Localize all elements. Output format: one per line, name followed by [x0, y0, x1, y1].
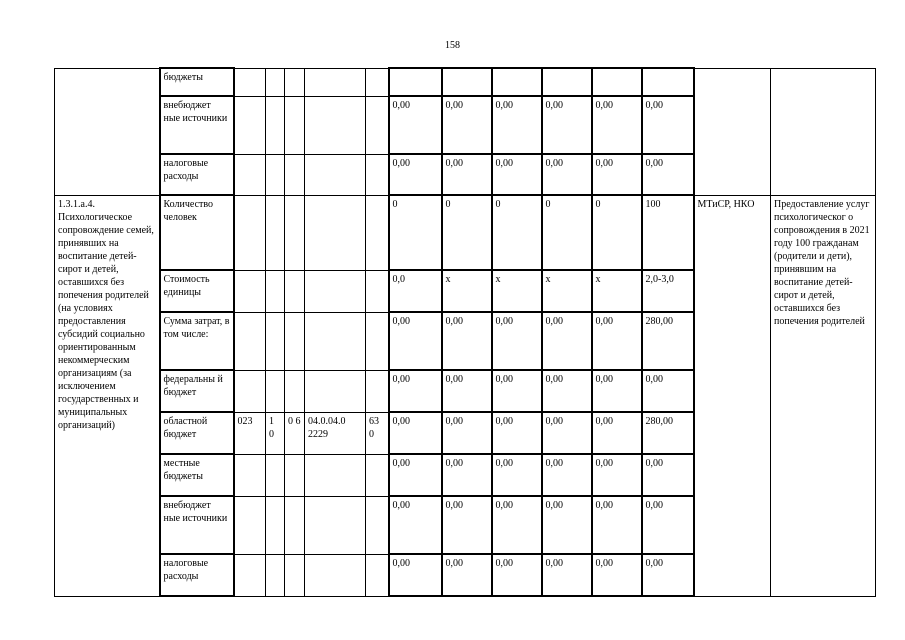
indicator-label: федеральны й бюджет — [160, 370, 234, 412]
value-cell: 0,00 — [442, 412, 492, 454]
indicator-label: внебюджет ные источники — [160, 496, 234, 554]
value-cell: 0,00 — [542, 454, 592, 496]
code-grbs — [234, 270, 266, 312]
code-csr — [305, 312, 366, 370]
indicator-label: налоговые расходы — [160, 554, 234, 596]
code-csr — [305, 454, 366, 496]
value-cell: 0 — [492, 195, 542, 270]
source-label: налоговые расходы — [160, 154, 234, 195]
code-vr — [366, 154, 389, 195]
value-cell: 0,0 — [389, 270, 442, 312]
code-rz — [266, 554, 285, 596]
table-row — [55, 195, 876, 270]
value-cell: 0,00 — [492, 454, 542, 496]
table-row — [55, 68, 876, 96]
value-cell: х — [592, 270, 642, 312]
code-vr — [366, 554, 389, 596]
code-csr — [305, 154, 366, 195]
page-number: 158 — [445, 40, 460, 51]
value-cell: 0,00 — [592, 496, 642, 554]
code-vr: 63 0 — [366, 412, 389, 454]
value-cell: 0,00 — [592, 154, 642, 195]
code-vr — [366, 270, 389, 312]
value-cell — [542, 68, 592, 96]
code-vr — [366, 454, 389, 496]
code-vr — [366, 68, 389, 96]
code-csr — [305, 270, 366, 312]
code-csr — [305, 68, 366, 96]
value-cell — [592, 68, 642, 96]
code-pr — [285, 96, 305, 154]
value-cell: 0,00 — [642, 370, 694, 412]
budget-table — [54, 67, 876, 597]
indicator-label: Количество человек — [160, 195, 234, 270]
code-rz — [266, 454, 285, 496]
code-pr: 0 6 — [285, 412, 305, 454]
value-cell: 0,00 — [542, 412, 592, 454]
value-cell: 0,00 — [492, 554, 542, 596]
measure-name-cell — [55, 68, 160, 195]
value-cell: 0,00 — [542, 370, 592, 412]
source-label: внебюджет ные источники — [160, 96, 234, 154]
value-cell: 0,00 — [389, 312, 442, 370]
value-cell: 100 — [642, 195, 694, 270]
code-grbs — [234, 312, 266, 370]
value-cell: 0,00 — [389, 454, 442, 496]
code-grbs — [234, 370, 266, 412]
value-cell: 0,00 — [492, 312, 542, 370]
value-cell: 2,0-3,0 — [642, 270, 694, 312]
value-cell: 0,00 — [542, 496, 592, 554]
code-pr — [285, 270, 305, 312]
indicator-label: областной бюджет — [160, 412, 234, 454]
value-cell: х — [492, 270, 542, 312]
value-cell: 0,00 — [492, 496, 542, 554]
measure-name: 1.3.1.а.4. Психологическое сопровождение семей, принявших на воспитание детей-сирот и детей, оставшихся без попечения родителей (на условиях предоставления субсидий социально ориентированным некоммерческим организациям (за исключением государственных и муниципальных организаций) — [55, 195, 160, 596]
value-cell: 0,00 — [542, 554, 592, 596]
value-cell: х — [442, 270, 492, 312]
code-grbs — [234, 454, 266, 496]
code-vr — [366, 195, 389, 270]
value-cell — [389, 68, 442, 96]
code-pr — [285, 312, 305, 370]
code-pr — [285, 496, 305, 554]
code-rz — [266, 370, 285, 412]
indicator-label: Сумма затрат, в том числе: — [160, 312, 234, 370]
code-csr — [305, 554, 366, 596]
value-cell — [442, 68, 492, 96]
code-pr — [285, 154, 305, 195]
value-cell: х — [542, 270, 592, 312]
code-rz: 1 0 — [266, 412, 285, 454]
code-grbs — [234, 68, 266, 96]
value-cell: 0 — [542, 195, 592, 270]
value-cell: 0 — [442, 195, 492, 270]
value-cell: 0,00 — [442, 554, 492, 596]
value-cell: 0,00 — [642, 454, 694, 496]
code-grbs — [234, 496, 266, 554]
value-cell: 0,00 — [442, 370, 492, 412]
source-label: бюджеты — [160, 68, 234, 96]
value-cell: 0,00 — [542, 312, 592, 370]
code-pr — [285, 370, 305, 412]
executor: МТиСР, НКО — [694, 195, 771, 596]
value-cell: 0,00 — [442, 96, 492, 154]
value-cell: 0,00 — [492, 96, 542, 154]
value-cell: 0,00 — [442, 454, 492, 496]
code-vr — [366, 370, 389, 412]
code-csr: 04.0.04.0 2229 — [305, 412, 366, 454]
code-vr — [366, 312, 389, 370]
value-cell: 0,00 — [642, 96, 694, 154]
expected-result: Предоставление услуг психологическог о сопровождения в 2021 году 100 гражданам (родители и дети), принявшим на воспитание детей-сирот и детей, оставшихся без попечения родителей — [771, 195, 876, 596]
code-pr — [285, 68, 305, 96]
value-cell: 0,00 — [442, 312, 492, 370]
value-cell: 0 — [592, 195, 642, 270]
value-cell — [642, 68, 694, 96]
indicator-label: местные бюджеты — [160, 454, 234, 496]
value-cell: 280,00 — [642, 412, 694, 454]
value-cell: 0,00 — [389, 412, 442, 454]
value-cell: 0,00 — [442, 496, 492, 554]
value-cell: 0,00 — [592, 412, 642, 454]
code-grbs — [234, 195, 266, 270]
value-cell: 0,00 — [642, 154, 694, 195]
code-csr — [305, 370, 366, 412]
value-cell: 0,00 — [389, 554, 442, 596]
code-rz — [266, 496, 285, 554]
value-cell: 0,00 — [492, 154, 542, 195]
code-grbs — [234, 154, 266, 195]
code-pr — [285, 554, 305, 596]
value-cell: 0,00 — [389, 154, 442, 195]
value-cell — [492, 68, 542, 96]
value-cell: 0,00 — [592, 370, 642, 412]
code-pr — [285, 195, 305, 270]
value-cell: 0,00 — [592, 554, 642, 596]
value-cell: 0,00 — [542, 154, 592, 195]
value-cell: 0,00 — [492, 412, 542, 454]
value-cell: 0,00 — [492, 370, 542, 412]
code-csr — [305, 195, 366, 270]
code-vr — [366, 496, 389, 554]
code-vr — [366, 96, 389, 154]
value-cell: 0 — [389, 195, 442, 270]
code-rz — [266, 68, 285, 96]
value-cell: 0,00 — [542, 96, 592, 154]
code-rz — [266, 270, 285, 312]
value-cell: 0,00 — [642, 554, 694, 596]
value-cell: 0,00 — [592, 96, 642, 154]
code-rz — [266, 154, 285, 195]
result-cell — [771, 68, 876, 195]
value-cell: 0,00 — [389, 370, 442, 412]
code-rz — [266, 96, 285, 154]
code-csr — [305, 496, 366, 554]
executor-cell — [694, 68, 771, 195]
code-pr — [285, 454, 305, 496]
value-cell: 0,00 — [592, 312, 642, 370]
value-cell: 0,00 — [592, 454, 642, 496]
value-cell: 0,00 — [442, 154, 492, 195]
indicator-label: Стоимость единицы — [160, 270, 234, 312]
value-cell: 0,00 — [642, 496, 694, 554]
code-csr — [305, 96, 366, 154]
value-cell: 280,00 — [642, 312, 694, 370]
value-cell: 0,00 — [389, 496, 442, 554]
code-grbs — [234, 554, 266, 596]
code-rz — [266, 195, 285, 270]
code-grbs: 023 — [234, 412, 266, 454]
value-cell: 0,00 — [389, 96, 442, 154]
code-rz — [266, 312, 285, 370]
code-grbs — [234, 96, 266, 154]
